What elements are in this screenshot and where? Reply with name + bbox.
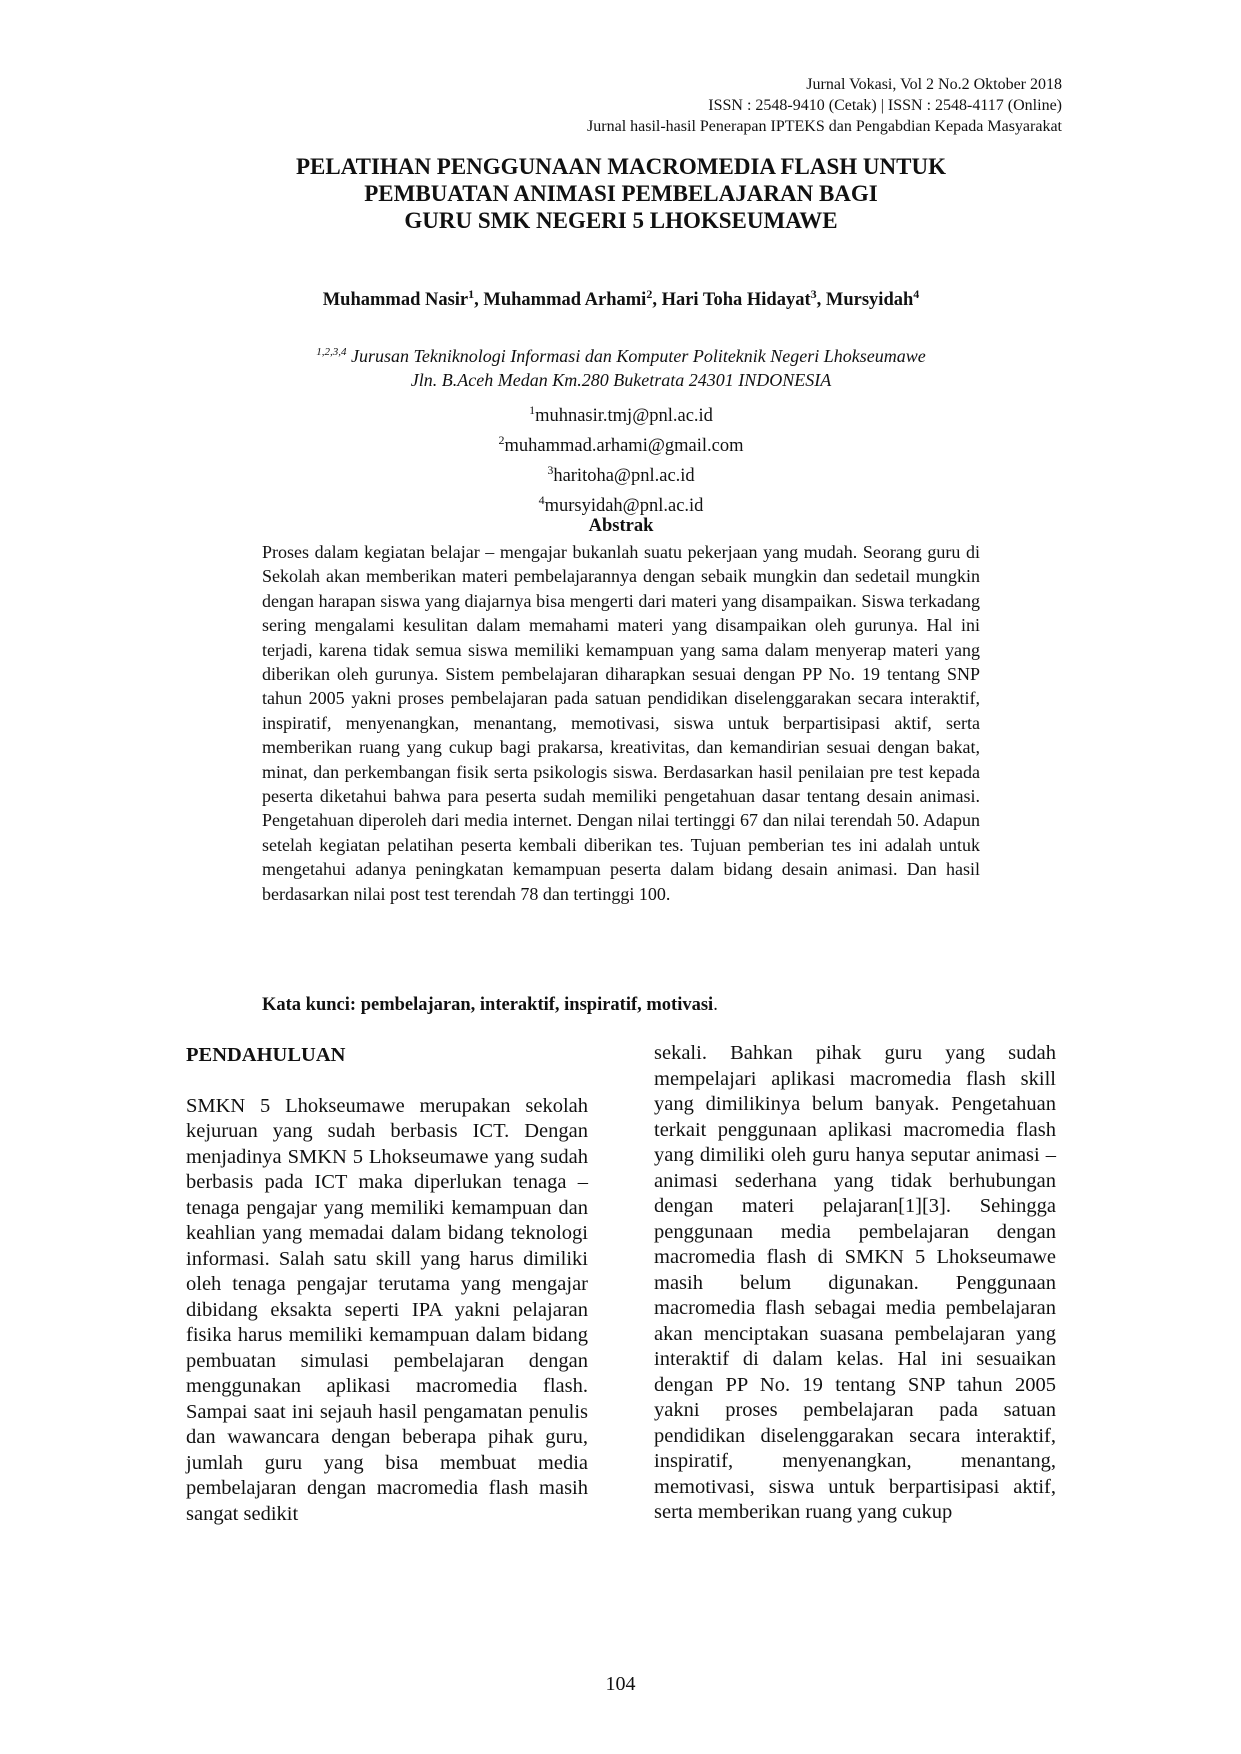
body-paragraph: sekali. Bahkan pihak guru yang sudah mempelajari aplikasi macromedia flash skill yang dimilikinya belum banyak. Pengetahuan terkait penggunaan aplikasi macromedia flash yang dimiliki oleh guru hanya seputar animasi – animasi sederhana yang tidak berhubungan dengan materi pelajaran[1][3]. Sehingga penggunaan media pembelajaran dengan macromedia flash di SMKN 5 Lhokseumawe masih belum digunakan. Penggunaan macromedia flash sebagai media pembelajaran akan menciptakan suasana pembelajaran yang interaktif di dalam kelas. Hal ini sesuaikan dengan PP No. 19 tentang SNP tahun 2005 yakni proses pembelajaran pada satuan pendidikan diselenggarakan secara interaktif, inspiratif, menyenangkan, menantang, memotivasi, siswa untuk berpartisipasi aktif, serta memberikan ruang yang cukup — [654, 1042, 1056, 1523]
journal-description: Jurnal hasil-hasil Penerapan IPTEKS dan Pengabdian Kepada Masyarakat — [587, 118, 1062, 135]
email-address: muhammad.arhami@gmail.com — [504, 436, 744, 457]
title-line-2: PEMBUATAN ANIMASI PEMBELAJARAN BAGI — [364, 181, 878, 206]
author-index: 4 — [913, 287, 920, 301]
keywords-label: Kata kunci: — [262, 995, 357, 1015]
email-index: 3 — [547, 463, 554, 478]
author-list: Muhammad Nasir$^1$, Muhammad Arhami$^2$, Hari Toha Hidayat$^3$, Mursyidah$^4$ — [322, 287, 920, 311]
author-index: 3 — [810, 287, 817, 301]
keywords-values: pembelajaran, interaktif, inspiratif, motivasi — [360, 995, 714, 1015]
page-number: 104 — [605, 1673, 636, 1695]
body-paragraph: SMKN 5 Lhokseumawe merupakan sekolah kejuruan yang sudah berbasis ICT. Dengan menjadinya SMKN 5 Lhokseumawe yang sudah berbasis pada ICT maka diperlukan tenaga – tenaga pengajar yang memiliki kemampuan dan keahlian yang memadai dalam bidang teknologi informasi. Salah satu skill yang harus dimiliki oleh tenaga pengajar terutama yang mengajar dibidang eksakta seperti IPA yakni pelajaran fisika harus memiliki kemampuan dalam bidang pembuatan simulasi pembelajaran dengan menggunakan aplikasi macromedia flash. Sampai saat ini sejauh hasil pengamatan penulis dan wawancara dengan beberapa pihak guru, jumlah guru yang bisa membuat media pembelajaran dengan macromedia flash masih sangat sedikit — [186, 1094, 588, 1525]
journal-volume: Jurnal Vokasi, Vol 2 No.2 Oktober 2018 — [806, 76, 1062, 93]
abstract-heading: Abstrak — [588, 516, 654, 536]
author-name: Mursyidah — [825, 290, 914, 311]
author-name: Hari Toha Hidayat — [661, 290, 811, 311]
author-name: Muhammad Nasir — [322, 290, 469, 311]
body-column-left — [186, 1043, 588, 1527]
email-index: 2 — [498, 433, 505, 448]
email-address: muhnasir.tmj@pnl.ac.id — [535, 406, 713, 427]
affiliation-address: Jln. B.Aceh Medan Km.280 Buketrata 24301 INDONESIA — [410, 370, 832, 390]
affiliation-index: 1,2,3,4 — [316, 346, 347, 358]
journal-header — [587, 74, 1062, 137]
author-index: 1 — [468, 287, 475, 301]
title-line-1: PELATIHAN PENGGUNAAN MACROMEDIA FLASH UNTUK — [296, 154, 946, 179]
paper-title — [186, 153, 1056, 234]
email-address: haritoha@pnl.ac.id — [553, 466, 695, 487]
keywords — [262, 993, 980, 1017]
email-address: mursyidah@pnl.ac.id — [544, 496, 704, 517]
affiliation — [186, 340, 1056, 392]
title-line-3: GURU SMK NEGERI 5 LHOKSEUMAWE — [404, 208, 838, 233]
journal-issn: ISSN : 2548-9410 (Cetak) | ISSN : 2548-4117 (Online) — [708, 97, 1062, 114]
author-name: Muhammad Arhami — [483, 290, 647, 311]
section-heading: PENDAHULUAN — [186, 1044, 346, 1066]
keywords-end: . — [713, 995, 718, 1015]
abstract-body: Proses dalam kegiatan belajar – mengajar bukanlah suatu pekerjaan yang mudah. Seorang guru di Sekolah akan memberikan materi pembelajarannya dengan sebaik mungkin dan sedetail mungkin dengan harapan siswa yang diajarnya bisa mengerti dari materi yang disampaikan. Siswa terkadang sering mengalami kesulitan dalam memahami materi yang disampaikan oleh gurunya. Hal ini terjadi, karena tidak semua siswa memiliki kemampuan yang sama dalam menyerap materi yang diberikan oleh gurunya. Sistem pembelajaran diharapkan sesuai dengan PP No. 19 tentang SNP tahun 2005 yakni proses pembelajaran pada satuan pendidikan diselenggarakan secara interaktif, inspiratif, menyenangkan, menantang, memotivasi, siswa untuk berpartisipasi aktif, serta memberikan ruang yang cukup bagi prakarsa, kreativitas, dan kemandirian sesuai dengan bakat, minat, dan perkembangan fisik serta psikologis siswa. Berdasarkan hasil penilaian pre test kepada peserta diketahui bahwa para peserta sudah memiliki pengetahuan dasar tentang desain animasi. Pengetahuan diperoleh dari media internet. Dengan nilai tertinggi 67 dan nilai terendah 50. Adapun setelah kegiatan pelatihan peserta kembali diberikan tes. Tujuan pemberian tes ini adalah untuk mengetahui adanya peningkatan kemampuan peserta dalam bidang desain animasi. Dan hasil berdasarkan nilai post test terendah 78 dan tertinggi 100. — [262, 542, 980, 904]
email-list — [186, 398, 1056, 519]
email-index: 1 — [529, 403, 536, 417]
author-index: 2 — [646, 287, 653, 301]
body-column-right — [654, 1041, 1056, 1526]
affiliation-institution: Jurusan Tekniknologi Informasi dan Komputer Politeknik Negeri Lhokseumawe — [350, 346, 926, 366]
email-index: 4 — [538, 493, 545, 508]
